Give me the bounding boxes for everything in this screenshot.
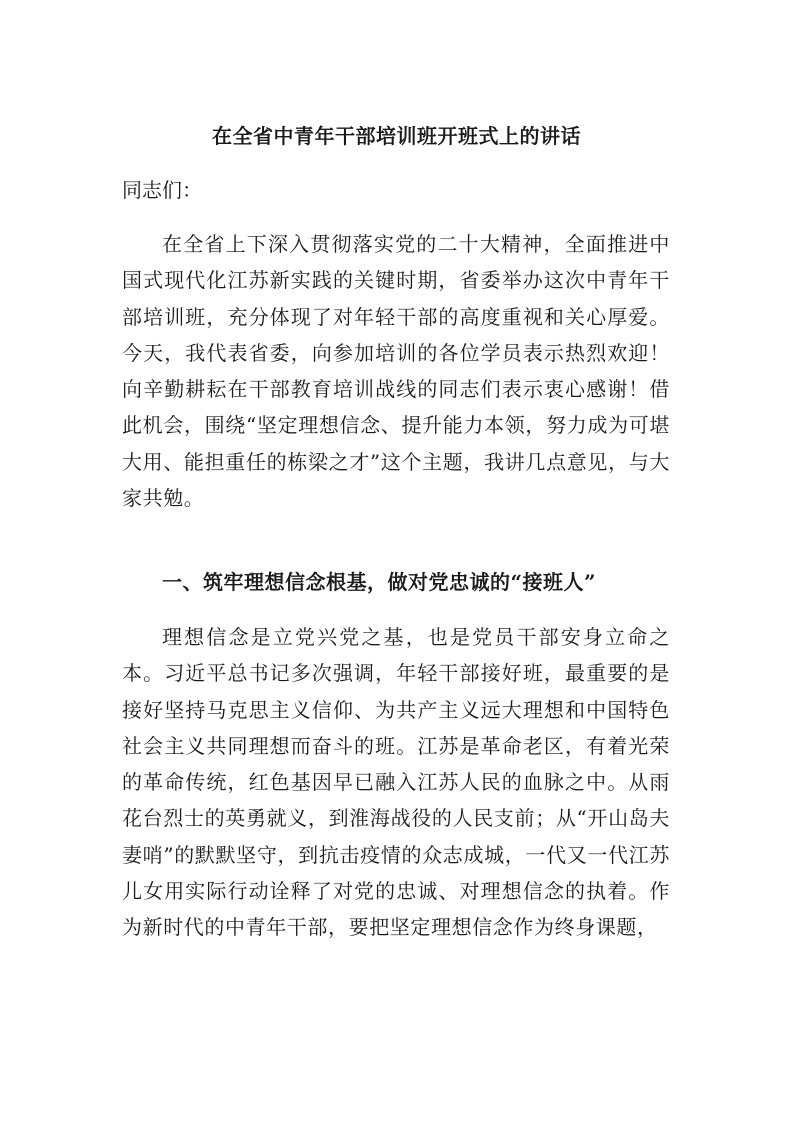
body-paragraph-1: 在全省上下深入贯彻落实党的二十大精神，全面推进中国式现代化江苏新实践的关键时期，省委举办这次中青年干部培训班，充分体现了对年轻干部的高度重视和关心厚爱。今天，我代表省委，向参加培训的各位学员表示热烈欢迎！向辛勤耕耘在干部教育培训战线的同志们表示衷心感谢！借此机会，围绕“坚定理想信念、提升能力本领，努力成为可堪大用、能担重任的栋梁之才”这个主题，我讲几点意见，与大家共勉。 [122,232,670,511]
salutation: 同志们： [122,178,202,202]
body-paragraph-2: 理想信念是立党兴党之基，也是党员干部安身立命之本。习近平总书记多次强调，年轻干部接好班，最重要的是接好坚持马克思主义信仰、为共产主义远大理想和中国特色社会主义共同理想而奋斗的班。江苏是革命老区，有着光荣的革命传统，红色基因早已融入江苏人民的血脉之中。从雨花台烈士的英勇就义，到淮海战役的人民支前；从“开山岛夫妻哨”的默默坚守，到抗击疫情的众志成城，一代又一代江苏儿女用实际行动诠释了对党的忠诚、对理想信念的执着。作为新时代的中青年干部，要把坚定理想信念作为终身课题， [122,625,670,940]
speech-title: 在全省中青年干部培训班开班式上的讲话 [212,124,581,148]
section-heading-1: 一、筑牢理想信念根基，做对党忠诚的“接班人” [162,570,597,594]
